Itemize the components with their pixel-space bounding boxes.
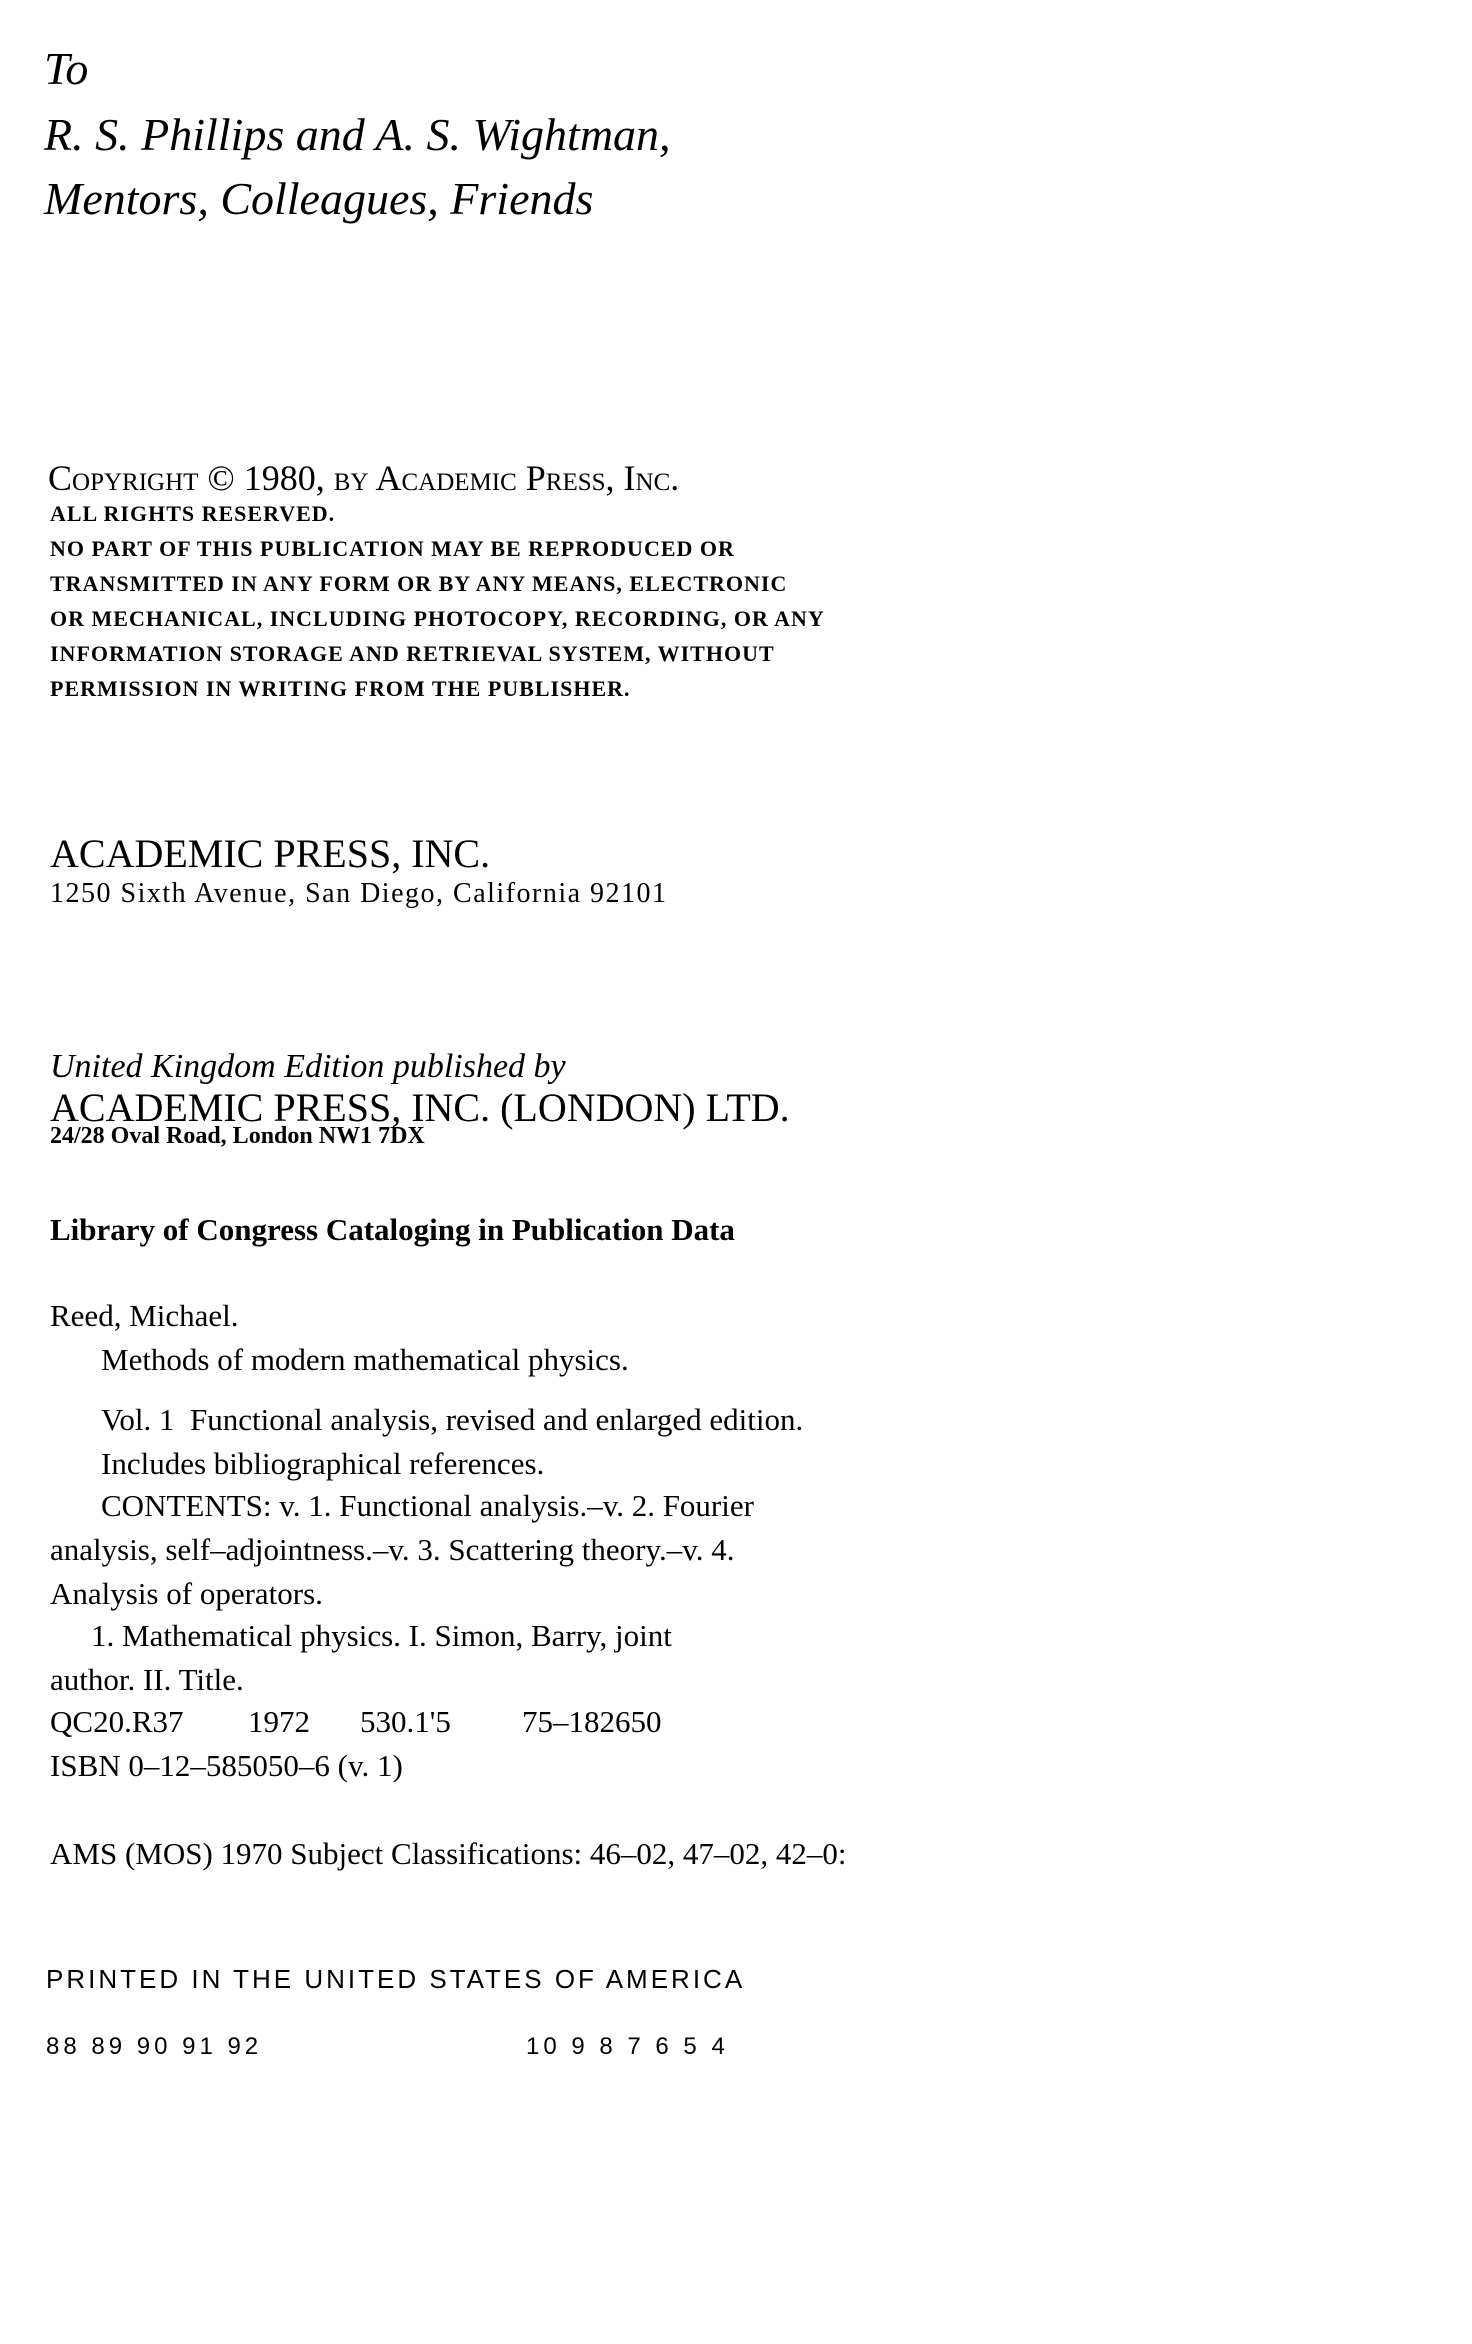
dedication-tagline: Mentors, Colleagues, Friends [44,173,594,224]
copyright-notice: Copyright © 1980, by Academic Press, Inc. [48,458,680,498]
cataloging-includes: Includes bibliographical references. [101,1446,545,1481]
cataloging-year: 1972 [248,1704,310,1739]
cataloging-contents-1: CONTENTS: v. 1. Functional analysis.–v. 2. Fourier [101,1488,754,1523]
print-years: 88 89 90 91 92 [46,2033,263,2060]
ams-classifications: AMS (MOS) 1970 Subject Classifications: 46–02, 47–02, 42–0: [50,1836,847,1871]
cataloging-lccn: 75–182650 [522,1704,662,1739]
cataloging-subjects-2: author. II. Title. [50,1662,244,1697]
cataloging-subjects-1: 1. Mathematical physics. I. Simon, Barry, joint [91,1618,672,1653]
uk-publisher-address: 24/28 Oval Road, London NW1 7DX [50,1123,425,1149]
printed-in-usa: PRINTED IN THE UNITED STATES OF AMERICA [46,1964,746,1994]
cataloging-title: Methods of modern mathematical physics. [101,1342,629,1377]
cataloging-isbn: ISBN 0–12–585050–6 (v. 1) [50,1748,403,1783]
rights-reserved: ALL RIGHTS RESERVED. [50,501,336,526]
publisher-address: 1250 Sixth Avenue, San Diego, California 92101 [50,878,668,909]
uk-edition-label: United Kingdom Edition published by [50,1048,566,1085]
copyright-line-1: NO PART OF THIS PUBLICATION MAY BE REPRODUCED OR [50,536,735,561]
volume-description: Functional analysis, revised and enlarged edition. [190,1402,804,1437]
print-run: 10 9 8 7 6 5 4 [526,2033,729,2060]
copyright-line-5: PERMISSION IN WRITING FROM THE PUBLISHER. [50,676,631,701]
cataloging-volume [101,1404,803,1435]
cataloging-author: Reed, Michael. [50,1298,239,1333]
dedication-names: R. S. Phillips and A. S. Wightman, [44,109,671,160]
cataloging-contents-2: analysis, self–adjointness.–v. 3. Scattering theory.–v. 4. [50,1532,735,1567]
cataloging-dewey: 530.1'5 [360,1704,451,1739]
dedication-to: To [44,43,89,94]
copyright-line-2: TRANSMITTED IN ANY FORM OR BY ANY MEANS, ELECTRONIC [50,571,788,596]
copyright-line-4: INFORMATION STORAGE AND RETRIEVAL SYSTEM, WITHOUT [50,641,775,666]
volume-label: Vol. 1 [101,1402,175,1437]
publisher-name: ACADEMIC PRESS, INC. [50,831,491,876]
copyright-line-3: OR MECHANICAL, INCLUDING PHOTOCOPY, RECORDING, OR ANY [50,606,825,631]
uk-publisher-name: ACADEMIC PRESS, INC. (LONDON) LTD. [50,1085,790,1130]
cataloging-contents-3: Analysis of operators. [50,1576,323,1611]
cataloging-call-number: QC20.R37 [50,1704,184,1739]
cataloging-heading: Library of Congress Cataloging in Publication Data [50,1212,735,1247]
